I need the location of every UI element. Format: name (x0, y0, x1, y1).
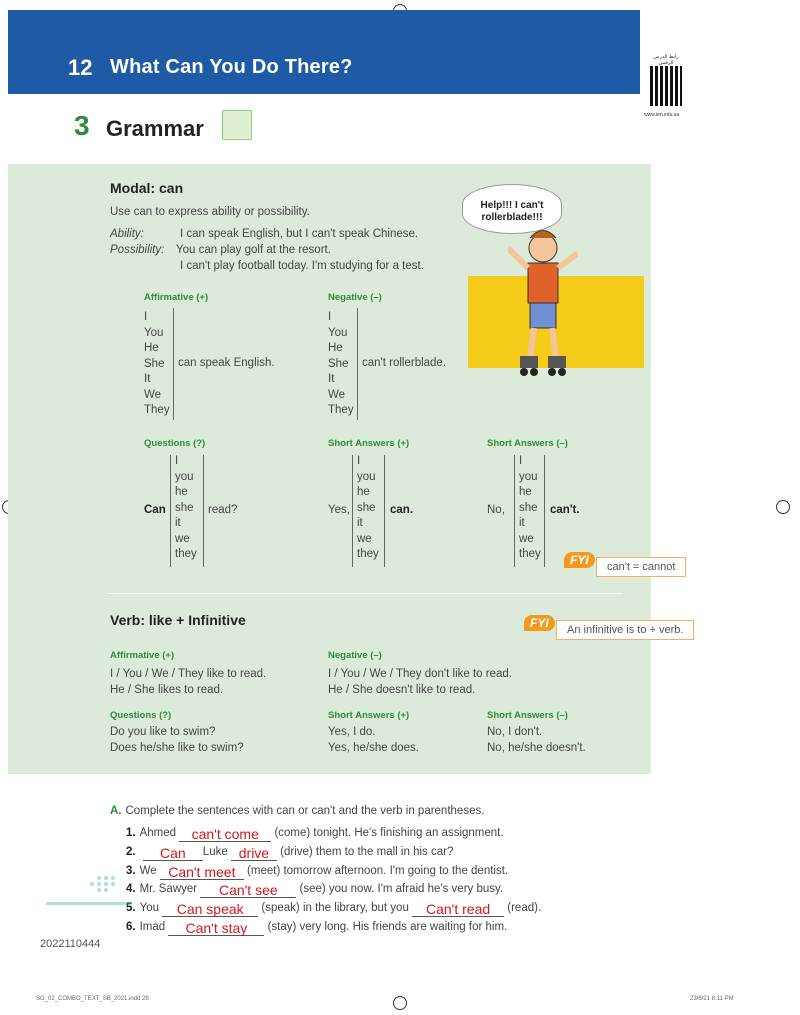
affirmative-header: Affirmative (+) (110, 650, 175, 661)
unit-number: 12 (68, 55, 93, 80)
unit-banner (8, 10, 640, 94)
like-question-2: Does he/she like to swim? (110, 742, 244, 754)
short-answers-pos-header: Short Answers (+) (328, 438, 410, 449)
possibility-text-2: I can't play football today. I'm studying for a test. (180, 260, 424, 272)
question-read: read? (208, 504, 238, 516)
short-neg-pronoun-list: I you he she it we they (519, 455, 541, 560)
unit-title: What Can You Do There? (110, 56, 353, 78)
short-pos-pronoun-list: I you he she it we they (357, 455, 379, 560)
registration-mark-icon (393, 996, 407, 1010)
like-short-neg-1: No, I don't. (487, 726, 543, 738)
short-no: No, (487, 504, 505, 516)
table-divider (514, 455, 515, 567)
table-divider (544, 455, 545, 567)
short-answers-neg-header: Short Answers (–) (487, 710, 568, 721)
questions-header: Questions (?) (110, 710, 172, 721)
answer-blank[interactable]: Can't see (200, 883, 296, 898)
question-pronoun-list: I you he she it we they (175, 455, 197, 560)
section-divider (108, 593, 623, 594)
book-icon (222, 110, 252, 140)
verb-like-title: Verb: like + Infinitive (110, 612, 246, 628)
questions-header: Questions (?) (144, 438, 206, 449)
possibility-text-1: You can play golf at the resort. (176, 244, 331, 256)
qr-caption: رابط الدرس الرقمي (653, 54, 679, 66)
exercise-instruction: A. Complete the sentences with can or can't and the verb in parentheses. (110, 805, 485, 817)
modal-title: Modal: can (110, 180, 184, 196)
print-slug-right: 23/6/21 8:11 PM (690, 996, 734, 1002)
like-negative-2: He / She doesn't like to read. (328, 684, 476, 696)
fyi-badge: FYI (564, 552, 595, 568)
affirmative-header: Affirmative (+) (144, 292, 209, 303)
answer-blank[interactable]: Can't read (412, 902, 504, 917)
question-can: Can (144, 504, 166, 516)
table-divider (203, 455, 204, 567)
short-answers-pos-header: Short Answers (+) (328, 710, 410, 721)
speech-text: Help!!! I can't rollerblade!!! (480, 200, 544, 223)
negative-verb: can't rollerblade. (362, 357, 447, 369)
registration-mark-icon (776, 500, 790, 514)
fyi-note-text: can't = cannot (596, 557, 686, 577)
ministry-logo-watermark-icon (44, 870, 134, 930)
like-short-neg-2: No, he/she doesn't. (487, 742, 586, 754)
like-short-pos-1: Yes, I do. (328, 726, 376, 738)
answer-blank[interactable]: drive (231, 846, 277, 861)
like-negative-1: I / You / We / They don't like to read. (328, 668, 512, 680)
short-yes: Yes, (328, 504, 350, 516)
answer-blank[interactable]: Can't meet (160, 865, 244, 880)
negative-header: Negative (–) (328, 650, 382, 661)
short-can: can. (390, 504, 414, 516)
table-divider (170, 455, 171, 567)
exercise-item: 2. Can Luke drive (drive) them to the mall in his car? (126, 845, 454, 861)
like-affirmative-2: He / She likes to read. (110, 684, 224, 696)
ability-label: Ability: (110, 228, 144, 240)
answer-blank[interactable]: can't come (179, 827, 271, 842)
modal-intro: Use can to express ability or possibility. (110, 206, 310, 218)
like-question-1: Do you like to swim? (110, 726, 216, 738)
exercise-item: 3. We Can't meet (meet) tomorrow afternoon. I'm going to the dentist. (126, 864, 509, 880)
answer-blank[interactable]: Can speak (162, 902, 258, 917)
page-number: 2022110444 (40, 938, 101, 950)
table-divider (173, 308, 174, 420)
print-slug-left: SG_02_COMBO_TEXT_SB_2021.indd 28 (36, 996, 149, 1002)
short-cant: can't. (550, 504, 580, 516)
table-divider (384, 455, 385, 567)
possibility-label: Possibility: (110, 244, 165, 256)
fyi-badge: FYI (524, 615, 555, 631)
section-title: Grammar (106, 116, 204, 141)
affirmative-verb: can speak English. (178, 357, 275, 369)
rollerblade-boy-illustration (508, 218, 578, 378)
fyi-note-text: An infinitive is to + verb. (556, 620, 694, 640)
exercise-item: 1. Ahmed can't come (come) tonight. He's finishing an assignment. (126, 826, 504, 842)
affirmative-pronoun-list: I You He She It We They (144, 311, 170, 416)
short-answers-neg-header: Short Answers (–) (487, 438, 568, 449)
qr-url[interactable]: www.ien.edu.sa (644, 112, 680, 118)
answer-blank[interactable]: Can't stay (168, 921, 264, 936)
negative-pronoun-list: I You He She It We They (328, 311, 354, 416)
table-divider (357, 308, 358, 420)
answer-blank[interactable]: Can (143, 846, 203, 861)
exercise-item: 5. You Can speak (speak) in the library, but you Can't read (read). (126, 901, 542, 917)
ability-text: I can speak English, but I can't speak Chinese. (180, 228, 419, 240)
exercise-item: 4. Mr. Sawyer Can't see (see) you now. I'm afraid he's very busy. (126, 882, 504, 898)
exercise-item: 6. Imad Can't stay (stay) very long. His friends are waiting for him. (126, 920, 508, 936)
table-divider (352, 455, 353, 567)
like-affirmative-1: I / You / We / They like to read. (110, 668, 267, 680)
section-number: 3 (74, 110, 90, 141)
like-short-pos-2: Yes, he/she does. (328, 742, 420, 754)
qr-code-icon[interactable] (650, 66, 682, 106)
negative-header: Negative (–) (328, 292, 382, 303)
